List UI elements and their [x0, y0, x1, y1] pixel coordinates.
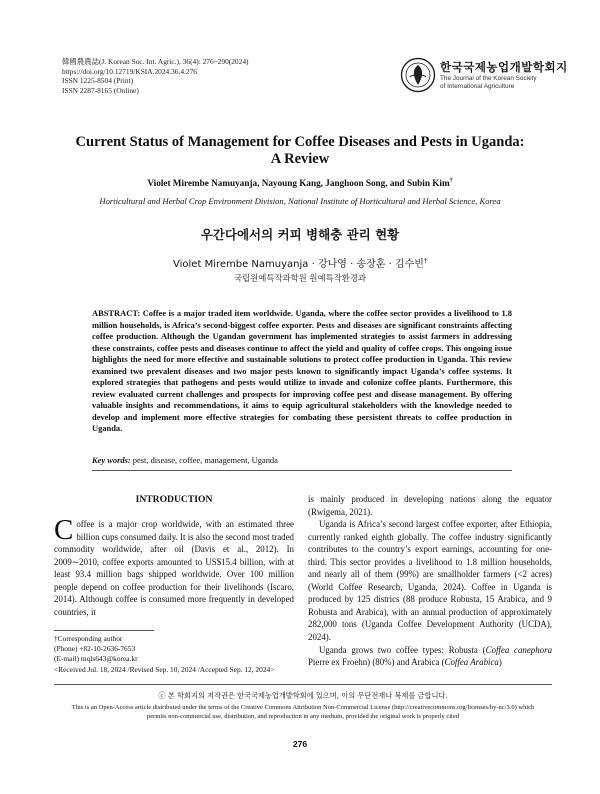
author-phone: (Phone) +82-10-2636-7653 — [54, 644, 136, 654]
corresponding-mark: † — [449, 178, 453, 184]
license-block — [54, 684, 552, 721]
license-english-line1: This is an Open-Access article distributed under the terms of the Creative Commons Attribution Non-Commercial License (http://creativecommons.org/licenses/by-nc/3.0) which — [71, 704, 535, 711]
intro-p3-c: Pierre ex Froehn) (80%) and Arabica ( — [308, 657, 445, 668]
society-name-en-line1: The Journal of the Korean Society — [440, 75, 537, 82]
article-dates: <Received Jul. 18, 2024 /Revised Sep. 10, 2024 /Accepted Sep. 12, 2024> — [54, 664, 275, 674]
korean-title: 우간다에서의 커피 병해충 관리 현황 — [200, 227, 400, 242]
article-title-line2: A Review — [270, 151, 330, 167]
author-names: Violet Mirembe Namuyanja, Nayoung Kang, Janghoon Song, and Subin Kim — [147, 178, 450, 189]
footnote — [54, 634, 304, 675]
section-heading-introduction: INTRODUCTION — [135, 494, 213, 505]
society-name-ko: 한국국제농업개발학회지 — [440, 60, 568, 74]
citation-line: 韓國農農誌(J. Korean Soc. Int. Agric.), 36(4): 276~290(2024) — [62, 57, 249, 66]
society-name-en-line2: of International Agriculture — [440, 82, 515, 90]
society-logo — [400, 57, 568, 97]
korean-author-list — [40, 255, 560, 270]
affiliation: Horticultural and Herbal Crop Environment Division, National Institute of Horticultural and Herbal Science, Korea — [99, 196, 501, 206]
journal-meta — [62, 57, 248, 95]
issn-print: ISSN 1225-8504 (Print) — [62, 76, 134, 86]
keywords: Key words: pest, disease, coffee, management, Uganda — [92, 455, 278, 465]
keywords-label: Key words — [92, 455, 128, 465]
right-column — [308, 493, 552, 669]
society-name-en — [440, 75, 537, 90]
intro-p3-species-1: Coffea canephora — [485, 644, 553, 655]
intro-p3-species-2: Coffea Arabica — [444, 657, 499, 668]
society-seal-icon — [400, 57, 436, 93]
corresponding-author: †Corresponding author — [54, 634, 123, 643]
intro-paragraph-1-cont: is mainly produced in developing nations along the equator (Rwigema, 2021). — [308, 494, 552, 517]
intro-p3-e: ) — [498, 657, 502, 668]
abstract-divider — [92, 470, 512, 471]
page-number: 276 — [292, 739, 308, 749]
intro-paragraph-1 — [54, 514, 294, 618]
license-korean: ⓒ 본 학회지의 저작권은 한국국제농업개발학회에 있으며, 이의 무단전재나 복제를 금합니다. — [158, 691, 448, 700]
abstract — [92, 308, 512, 435]
doi-link[interactable]: https://doi.org/10.12719/KSIA.2024.36.4.276 — [62, 66, 197, 76]
author-email[interactable]: (E-mail) tnqls643@korea.kr — [54, 654, 138, 664]
abstract-text: Coffee is a major traded item worldwide. Uganda, where the coffee sector provides a livelihood to 1.8 million households, is Africa’s second-biggest coffee exporter. Pests and diseases are significant constraints affecting coffee production. Although the Ugandan government has implemented strategies to assist farmers in addressing these constraints, coffee pests and diseases continue to affect the yield and quality of coffee crops. This ongoing issue highlights the need for more effective and sustainable solutions to protect coffee production in Uganda. This review examined two prevalent diseases and two major pests known to significantly impact Uganda’s coffee systems. It explored strategies that pathogens and pests would utilize to invade and colonize coffee plants. Furthermore, this review evaluated current challenges and prospects for improving coffee pest and disease management. By offering valuable insights and recommendations, it aims to equip agricultural stakeholders with the knowledge needed to develop and implement more effective strategies for combating these persistent threats to coffee production in Uganda. — [92, 308, 512, 433]
keywords-text: pest, disease, coffee, management, Uganda — [132, 455, 278, 465]
intro-paragraph-2: Uganda is Africa’s second largest coffee exporter, after Ethiopia, currently ranked eighth globally. The coffee industry significantly contributes to the country’s export earnings, accounting for one-third. This sector provides a livelihood to 1.8 million households, and nearly all of them (99%) are smallholder farmers (<2 acres) (World Coffee Research, Uganda, 2024). Coffee in Uganda is produced by 125 districs (88 produce Robusta, 15 Arabica, and 9 Robusta and Arabica), with an annual production of approximately 282,000 tons (Uganda Coffee Development Authority (UCDA), 2024). — [308, 519, 552, 643]
intro-p3-a: Uganda grows two coffee types: Robusta ( — [319, 644, 486, 655]
intro-paragraph-3 — [308, 644, 552, 669]
license-english — [54, 703, 552, 721]
intro-paragraph-1-text: offee is a major crop worldwide, with an estimated three billion cups consumed daily. It is also the second most traded commodity worldwide, after oil (Davis et al., 2012). In 2009∼2010, coffee exports amounted to US$15.4 billion, with at least 93.4 million bags shipped worldwide. Over 100 million people depend on coffee production for their livelihoods (Iscaro, 2014). Although coffee is consumed more frequently in developed countries, it — [54, 519, 294, 617]
license-english-line2: permits non-commercial use, distribution, and reproduction in any medium, provided the original work is properly cited — [147, 713, 459, 720]
korean-corresponding-mark: † — [423, 257, 427, 265]
article-title-line1: Current Status of Management for Coffee Diseases and Pests in Uganda: — [75, 134, 525, 150]
author-list — [40, 178, 560, 188]
drop-cap: C — [54, 514, 74, 546]
footnote-divider — [54, 630, 154, 631]
korean-author-names: Violet Mirembe Namuyanja · 강나영 · 송장훈 · 김수빈 — [173, 259, 424, 270]
issn-online: ISSN 2287-8165 (Online) — [62, 85, 139, 95]
article-title — [40, 134, 560, 168]
left-column — [54, 514, 294, 618]
korean-affiliation: 국립원예특작과학원 원예특작환경과 — [233, 273, 367, 283]
abstract-label: ABSTRACT: — [92, 308, 141, 318]
